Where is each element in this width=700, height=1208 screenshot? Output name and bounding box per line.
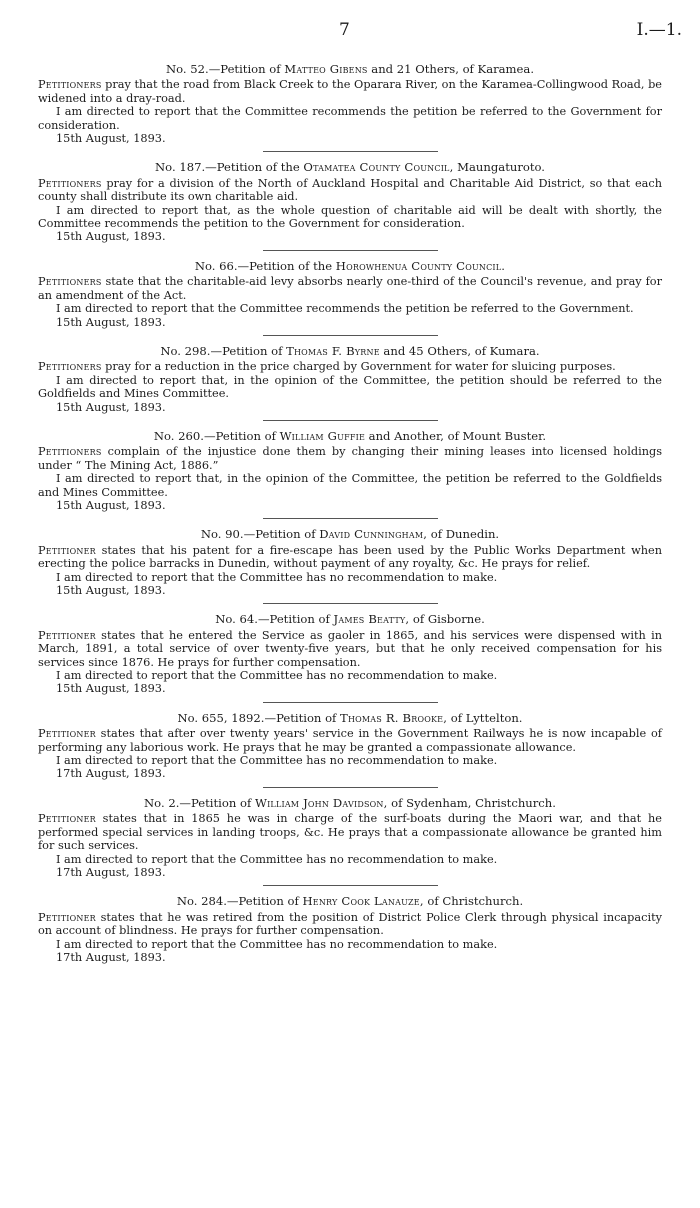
petition-entry	[38, 63, 662, 152]
petition-title	[38, 161, 662, 174]
section-divider	[263, 518, 438, 519]
petition-number: No. 284.—Petition of	[176, 894, 303, 909]
petitioner-place: of Sydenham, Christchurch.	[387, 795, 556, 810]
petition-text: pray for a division of the North of Auckland Hospital and Charitable Aid District, so that each county shall distribute its own charitable aid.	[38, 176, 662, 204]
petition-text: states that his patent for a fire-escape has been used by the Public Works Department when erecting the police barracks in Dunedin, without payment of any royalty, &c. He prays for relief.	[38, 543, 662, 571]
petition-text: states that after over twenty years' service in the Government Railways he is now incapable of performing any laborious work. He prays that he may be granted a compassionate allowance.	[38, 727, 662, 754]
petition-title	[38, 260, 662, 273]
petition-text: states that he was retired from the position of District Police Clerk through physical incapacity on account of blindness. He prays for further compensation.	[38, 910, 662, 938]
petitioner-place: of Dunedin.	[427, 527, 500, 542]
petition-number: No. 655, 1892.—Petition of	[177, 710, 341, 725]
petition-title	[38, 797, 662, 810]
petition-entry	[38, 712, 662, 788]
petition-entry	[38, 161, 662, 250]
petitioner-name: Henry Cook Lanauze,	[302, 894, 424, 909]
section-divider	[263, 250, 438, 251]
report-date: 17th August, 1893.	[56, 767, 166, 781]
petition-entry	[38, 430, 662, 519]
petitioner-place: of Gisborne.	[409, 612, 485, 627]
petition-title	[38, 63, 662, 76]
petition-summary	[38, 812, 662, 852]
petition-title	[38, 613, 662, 626]
section-divider	[263, 603, 438, 604]
petition-lead-word: Petitioners	[38, 275, 102, 289]
petition-title	[38, 712, 662, 725]
petition-summary	[38, 78, 662, 105]
page-header	[0, 20, 700, 50]
petitioner-place: Maungaturoto.	[453, 160, 545, 175]
petition-entry	[38, 260, 662, 336]
petitioner-name: Horowhenua County Council.	[335, 258, 506, 273]
petition-entry	[38, 613, 662, 702]
petitioner-name: William John Davidson,	[254, 795, 388, 810]
petition-summary	[38, 544, 662, 571]
petition-lead-word: Petitioner	[38, 812, 96, 826]
petition-text: pray for a reduction in the price charged by Government for water for sluicing purposes.	[101, 360, 616, 374]
petition-text: complain of the injustice done them by changing their mining leases into licensed holdings under “ The Mining Act, 1886.”	[38, 445, 662, 472]
petition-text: states that he entered the Service as gaoler in 1865, and his services were dispensed with in March, 1891, a total service of over twenty-five years, but that he only received compensation for his services since 1876. He prays for further compensation.	[38, 628, 662, 669]
petitioner-place: and Another, of Mount Buster.	[364, 428, 547, 443]
petition-number: No. 66.—Petition of the	[194, 258, 336, 273]
petition-lead-word: Petitioners	[38, 360, 102, 374]
petition-lead-word: Petitioner	[38, 543, 96, 557]
committee-report: I am directed to report that the Committee has no recommendation to make.	[56, 754, 498, 768]
petition-lead-word: Petitioners	[38, 445, 102, 459]
petition-entry	[38, 797, 662, 886]
committee-report: I am directed to report that the Committee has no recommendation to make.	[56, 669, 498, 683]
petition-title	[38, 345, 662, 358]
petition-lead-word: Petitioners	[38, 176, 102, 190]
petitioner-name: Otamatea County Council,	[303, 160, 454, 175]
report-date: 15th August, 1893.	[56, 315, 166, 329]
section-divider	[263, 787, 438, 788]
report-date: 15th August, 1893.	[56, 230, 166, 244]
petition-number: No. 64.—Petition of	[215, 612, 334, 627]
petition-number: No. 298.—Petition of	[160, 343, 287, 358]
petition-lead-word: Petitioner	[38, 910, 96, 924]
committee-report: I am directed to report that the Committee has no recommendation to make.	[56, 937, 498, 951]
petition-entry	[38, 528, 662, 604]
committee-report: I am directed to report that, in the opinion of the Committee, the petition should be referred to the Goldfields and Mines Committee.	[38, 373, 662, 401]
petition-number: No. 2.—Petition of	[144, 795, 255, 810]
petitioner-place: of Christchurch.	[423, 894, 524, 909]
report-date: 15th August, 1893.	[56, 498, 166, 512]
petitioner-name: William Guffie	[279, 428, 365, 443]
page-reference: I.—1.	[636, 20, 682, 40]
petition-summary	[38, 727, 662, 754]
page-number: 7	[339, 20, 350, 40]
petition-summary	[38, 629, 662, 669]
committee-report: I am directed to report that the Committee has no recommendation to make.	[56, 570, 498, 584]
petition-number: No. 52.—Petition of	[165, 62, 285, 76]
report-date: 15th August, 1893.	[56, 400, 166, 414]
section-divider	[263, 151, 438, 152]
section-divider	[263, 702, 438, 703]
committee-report: I am directed to report that the Committee recommends the petition be referred to the Government.	[56, 302, 634, 316]
petitioner-place: and 21 Others, of Karamea.	[367, 62, 535, 76]
petitioner-name: James Beatty,	[333, 612, 410, 627]
committee-report: I am directed to report that the Committee recommends the petition be referred to the Government for consideration.	[38, 105, 662, 132]
petition-title	[38, 895, 662, 908]
petition-number: No. 90.—Petition of	[200, 527, 320, 542]
petition-title	[38, 430, 662, 443]
petitioner-name: Matteo Gibens	[284, 62, 368, 76]
petition-entry	[38, 895, 662, 964]
report-date: 15th August, 1893.	[56, 132, 166, 146]
report-date: 15th August, 1893.	[56, 682, 166, 696]
petition-text: pray that the road from Black Creek to the Oparara River, on the Karamea-Collingwood Road, be widened into a dray-road.	[38, 78, 662, 105]
petitioner-name: Thomas R. Brooke,	[340, 710, 448, 725]
petition-lead-word: Petitioner	[38, 628, 96, 642]
petition-summary	[38, 911, 662, 938]
petition-text: state that the charitable-aid levy absorbs nearly one-third of the Council's revenue, and pray for an amendment of the Act.	[38, 275, 662, 302]
petition-lead-word: Petitioners	[38, 78, 102, 92]
petition-text: states that in 1865 he was in charge of the surf-boats during the Maori war, and that he performed special services in landing troops, &c. He prays that a compassionate allowance be granted him for such services.	[38, 812, 662, 853]
petition-list	[38, 63, 662, 964]
committee-report: I am directed to report that the Committee has no recommendation to make.	[56, 852, 498, 866]
petition-lead-word: Petitioner	[38, 727, 96, 741]
report-date: 17th August, 1893.	[56, 865, 166, 879]
committee-report: I am directed to report that, in the opinion of the Committee, the petition be referred to the Goldfields and Mines Committee.	[38, 472, 662, 499]
petitioner-place: and 45 Others, of Kumara.	[379, 343, 540, 358]
petition-number: No. 260.—Petition of	[153, 428, 280, 443]
section-divider	[263, 420, 438, 421]
petitioner-name: David Cunningham,	[319, 527, 428, 542]
section-divider	[263, 885, 438, 886]
petition-number: No. 187.—Petition of the	[155, 160, 304, 175]
petition-summary	[38, 177, 662, 204]
petitioner-place: of Lyttelton.	[447, 710, 523, 725]
petition-summary	[38, 275, 662, 302]
petition-summary	[38, 360, 662, 373]
petition-title	[38, 528, 662, 541]
petition-summary	[38, 445, 662, 472]
petition-entry	[38, 345, 662, 421]
committee-report: I am directed to report that, as the whole question of charitable aid will be dealt with shortly, the Committee recommends the petition to the Government for consideration.	[38, 203, 662, 231]
report-date: 17th August, 1893.	[56, 950, 166, 964]
report-date: 15th August, 1893.	[56, 584, 166, 597]
petitioner-name: Thomas F. Byrne	[286, 343, 380, 358]
section-divider	[263, 335, 438, 336]
